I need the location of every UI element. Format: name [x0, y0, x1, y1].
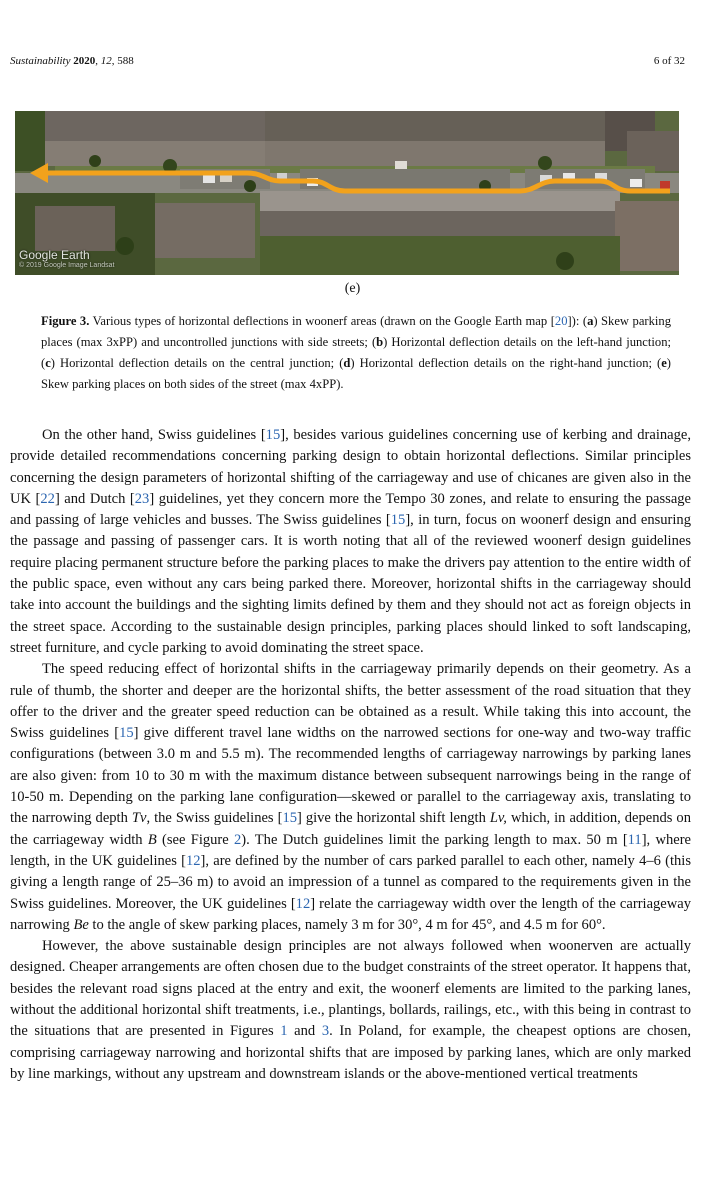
text-run: ] relate the carriageway width over the length of the carriageway narrowing [10, 895, 691, 933]
text-run: which, in addition, depends on the carriageway width [10, 810, 691, 848]
volume: 12 [100, 55, 112, 67]
math-symbol: Be [73, 916, 89, 933]
subfigure-label: (e) [344, 281, 361, 296]
figure-link[interactable]: 3 [321, 1023, 330, 1040]
journal-citation: Sustainability 2020, 12, 588 [10, 55, 134, 67]
citation-link[interactable]: 15 [390, 512, 406, 529]
caption-panel-label: e [661, 356, 667, 370]
text-run: However, the above sustainable design principles are not always followed when woonerven are actually designed. Cheaper arrangements are often chosen due to the budget constraints of the street operator. It happens that, besides the relevant road signs placed at the entry and exit, the woonerf elements are limited to the parking lanes, without the additional horizontal shift treatments, i.e., plantings, bollards, railings, etc., with this being in contrast to the situations that are presented in Figures [10, 938, 691, 1040]
text-run: ] give the horizontal shift length [296, 810, 490, 827]
citation-link[interactable]: 11 [627, 831, 642, 848]
citation-link[interactable]: 23 [134, 490, 150, 507]
watermark-small-text: © 2019 Google Image Landsat [19, 262, 115, 269]
caption-text: ) Horizontal deflection details on the central junction; ( [50, 356, 344, 370]
year: 2020 [73, 55, 96, 67]
text-run: The speed reducing effect of horizontal shifts in the carriageway primarily depends on their geometry. As a rule of thumb, the shorter and deeper are the horizontal shifts, the better assessment of the road situation that they offer to the driver and the greater speed reduction can be obtained as a result. While taking this into account, the Swiss guidelines [ [10, 661, 691, 742]
text-run: . In Poland, for example, the cheapest options are chosen, comprising carriageway narrowing and horizontal shifts that are imposed by parking lanes, which are only marked by line markings, without any upstream and downstream islands or the above-mentioned vertical treatments [10, 1023, 691, 1082]
body-text [10, 425, 691, 1085]
figure-link[interactable]: 1 [280, 1023, 288, 1040]
journal-name: Sustainability [10, 55, 71, 67]
article-number: 588 [117, 55, 134, 67]
math-symbol: Lv, [489, 810, 507, 827]
paragraph [10, 936, 691, 1085]
aerial-map-drawing [15, 111, 679, 275]
text-run: ] give different travel lane widths on the narrowed sections for one-way and two-way traffic configurations (between 3.0 m and 5.5 m). The recommended lengths of carriageway narrowings by parking lanes are also given: from 10 to 30 m with the maximum distance between subsequent narrowings being in the range of 10-50 m. Depending on the parking lane configuration—skewed or parallel to the carriageway axis, translating to the narrowing depth [10, 725, 691, 827]
text-run: ], in turn, focus on woonerf design and ensuring the passage and passing of passenger cars. It is worth noting that all of the reviewed woonerf design guidelines require placing permanent structure before the parking places to make the drivers pay attention to the entire width of the public space, even without any cars being parked there. Moreover, horizontal shifts in the carriageway should take into account the buildings and the sighting limits defined by them and they should not act as foreign objects in the street space. According to the sustainable design principles, parking places should linked to soft landscaping, street furniture, and cycle parking to avoid dominating the street space. [10, 512, 691, 656]
text-run: ], are defined by the number of cars parked parallel to each other, namely 4–6 (this giving a length range of 25–36 m) to avoid an impression of a tunnel as compared to the requirements given in the Swiss guidelines. Moreover, the UK guidelines [ [10, 852, 691, 912]
citation-link[interactable]: 15 [282, 810, 297, 827]
text-run: and [287, 1023, 322, 1040]
citation-link[interactable]: 22 [40, 490, 55, 507]
caption-text: ) Horizontal deflection details on the right-hand junction; ( [350, 356, 662, 370]
watermark-text: Google Earth [19, 248, 90, 262]
citation-link[interactable]: 20 [554, 314, 568, 328]
text-run: to the angle of skew parking places, namely 3 m for 30°, 4 m for 45°, and 4.5 m for 60°. [88, 916, 606, 933]
caption-panel-label: b [376, 335, 384, 349]
text-run: ], besides various guidelines concerning use of kerbing and drainage, provide detailed recommendations concerning parking design to obtain horizontal deflections. Similar principles concerning the design parameters of horizontal shifting of the carriageway and use of chicanes are given also in the UK [ [10, 427, 691, 507]
text-run: ] and Dutch [ [54, 490, 135, 507]
caption-text: Various types of horizontal deflections in woonerf areas (drawn on the Google Earth map [ [89, 314, 555, 328]
citation-link[interactable]: 12 [295, 895, 311, 912]
page-number: 6 of 32 [653, 55, 685, 67]
citation-link[interactable]: 12 [185, 852, 201, 869]
caption-panel-label: a [587, 314, 594, 328]
map-watermark [19, 248, 114, 269]
figure-link[interactable]: 2 [234, 831, 242, 848]
aerial-map-image [15, 111, 679, 275]
text-run: , the Swiss guidelines [ [146, 810, 283, 827]
caption-lead: Figure 3. [41, 314, 90, 328]
caption-text: ]): ( [567, 314, 588, 328]
text-run: (see Figure [156, 831, 234, 848]
caption-panel-label: c [45, 356, 51, 370]
caption-text: ) Horizontal deflection details on the left-hand junction; ( [41, 335, 671, 370]
text-run: On the other hand, Swiss guidelines [ [42, 427, 266, 443]
page-header [10, 55, 685, 67]
text-run: ). The Dutch guidelines limit the parking length to max. 50 m [ [241, 831, 628, 848]
figure-caption [41, 311, 671, 395]
caption-text: ) Skew parking places on both sides of the street (max 4xPP). [41, 356, 671, 391]
caption-panel-label: d [343, 356, 351, 370]
text-run: ], where length, in the UK guidelines [ [10, 831, 691, 869]
paragraph [10, 425, 691, 659]
text-run: ] guidelines, yet they concern more the Tempo 30 zones, and relate to ensuring the passage and passing of large vehicles and busses. The Swiss guidelines [ [10, 490, 692, 529]
caption-text: ) Skew parking places (max 3xPP) and uncontrolled junctions with side streets; ( [41, 314, 671, 349]
math-symbol: B [147, 831, 157, 848]
paragraph [10, 659, 691, 936]
citation-link[interactable]: 15 [265, 427, 281, 443]
math-symbol: Tv [131, 810, 147, 827]
citation-link[interactable]: 15 [119, 725, 134, 742]
